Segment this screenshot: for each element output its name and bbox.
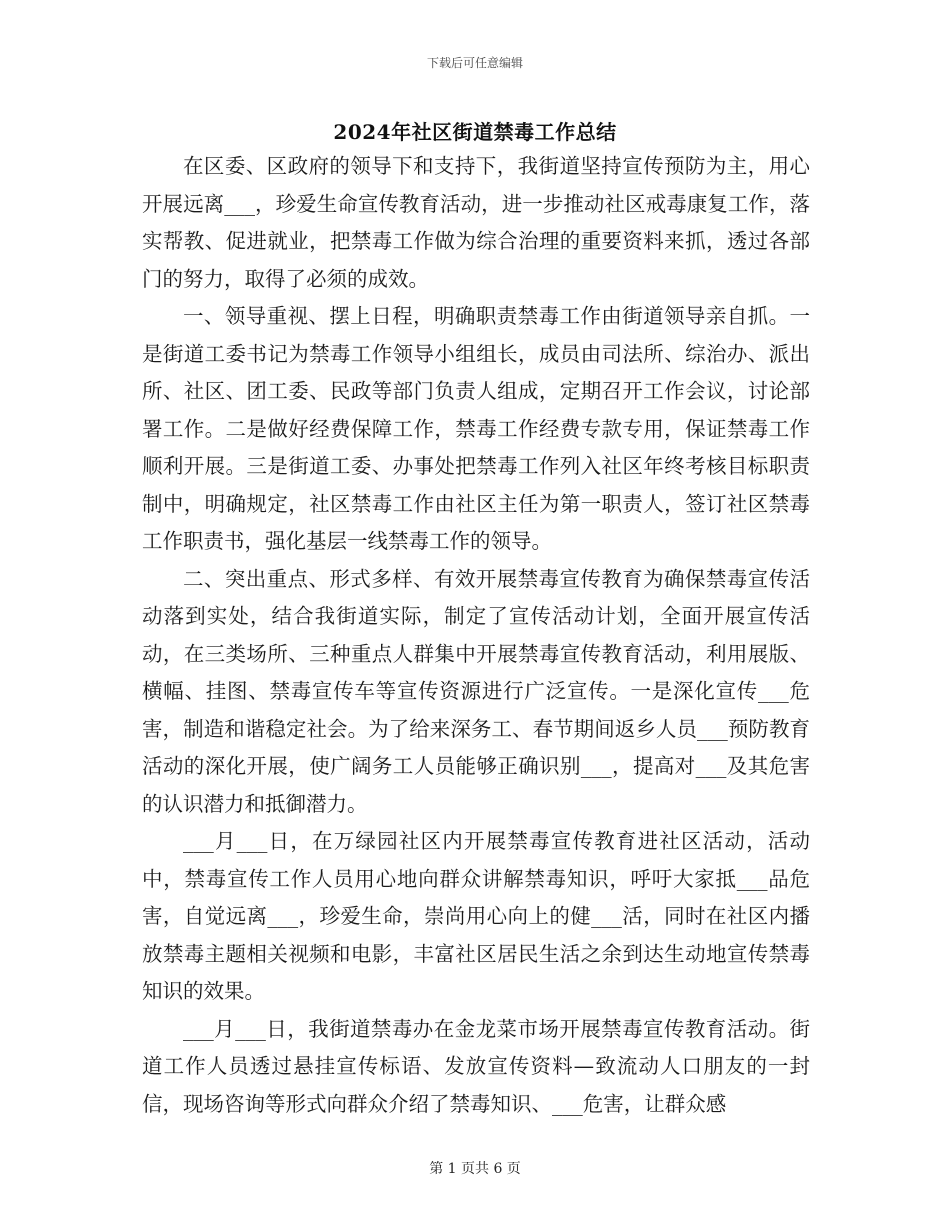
- paragraph-intro: 在区委、区政府的领导下和支持下，我街道坚持宣传预防为主，用心开展远离___，珍爱生命宣传教育活动，进一步推动社区戒毒康复工作，落实帮教、促进就业，把禁毒工作做为综合治理的重要资料来抓，透过各部门的努力，取得了必须的成效。: [142, 154, 810, 291]
- paragraph-leadership: 一、领导重视、摆上日程，明确职责禁毒工作由街道领导亲自抓。一是街道工委书记为禁毒工作领导小组组长，成员由司法所、综治办、派出所、社区、团工委、民政等部门负责人组成，定期召开工作会议，讨论部署工作。二是做好经费保障工作，禁毒工作经费专款专用，保证禁毒工作顺利开展。三是街道工委、办事处把禁毒工作列入社区年终考核目标职责制中，明确规定，社区禁毒工作由社区主任为第一职责人，签订社区禁毒工作职责书，强化基层一线禁毒工作的领导。: [142, 304, 810, 553]
- paragraph-community-event: ___月___日，在万绿园社区内开展禁毒宣传教育进社区活动，活动中，禁毒宣传工作人员用心地向群众讲解禁毒知识，呼吁大家抵___品危害，自觉远离___，珍爱生命，崇尚用心向上的健___活，同时在社区内播放禁毒主题相关视频和电影，丰富社区居民生活之余到达生动地宣传禁毒知识的效果。: [142, 829, 810, 1003]
- page-number: 第 1 页共 6 页: [429, 1161, 521, 1177]
- header-note: 下载后可任意编辑: [426, 56, 523, 70]
- document-body: [142, 148, 810, 1123]
- paragraph-publicity: 二、突出重点、形式多样、有效开展禁毒宣传教育为确保禁毒宣传活动落到实处，结合我街道实际，制定了宣传活动计划，全面开展宣传活动，在三类场所、三种重点人群集中开展禁毒宣传教育活动，利用展版、横幅、挂图、禁毒宣传车等宣传资源进行广泛宣传。一是深化宣传___危害，制造和谐稳定社会。为了给来深务工、春节期间返乡人员___预防教育活动的深化开展，使广阔务工人员能够正确识别___，提高对___及其危害的认识潜力和抵御潜力。: [142, 566, 810, 816]
- document-title: 2024年社区街道禁毒工作总结: [333, 120, 617, 144]
- paragraph-market-event: ___月___日，我街道禁毒办在金龙菜市场开展禁毒宣传教育活动。街道工作人员透过悬挂宣传标语、发放宣传资料—致流动人口朋友的一封信，现场咨询等形式向群众介绍了禁毒知识、___危害，让群众感: [142, 1016, 810, 1116]
